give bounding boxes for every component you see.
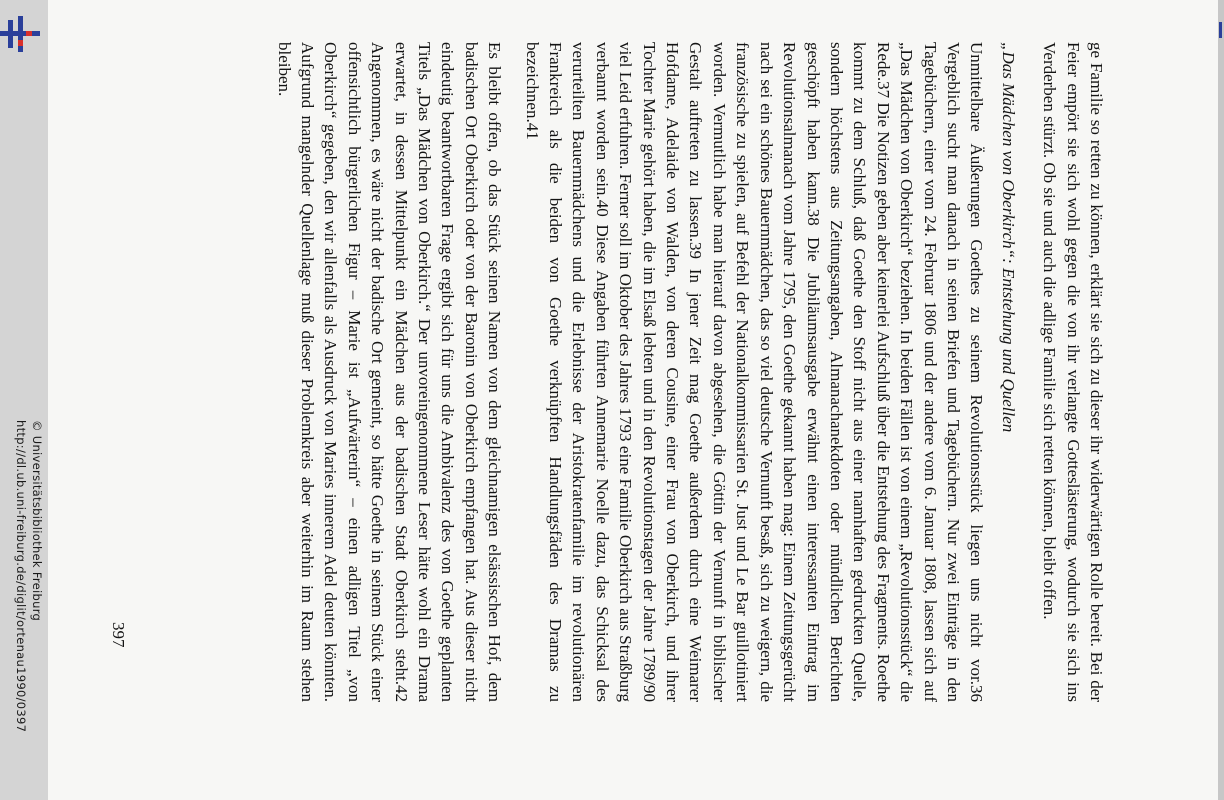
paragraph-sources: Unmittelbare Äußerungen Goethes zu seinem Revolutionsstück liegen uns nicht vor.36 Vergeblich sucht man danach in seinen Briefen und Tagebüchern. Nur zwei Einträge in den Tagebüchern, einer vom 24. Februar 1806 und der andere vom 6. Januar 1808, lassen sich auf „Das Mädchen von Oberkirch“ beziehen. In beiden Fällen ist von einem „Revolutionsstück“ die Rede.37 Die Notizen geben aber keinerlei Aufschluß über die Entstehung des Fragments. Roethe kommt zu dem Schluß, daß Goethe den Stoff nicht aus einer namhaften gedruckten Quelle, sondern höchstens aus Zeitungsangaben, Almanachanekdoten oder mündlichen Berichten geschöpft haben kann.38 Die Jubiläumsausgabe erwähnt einen interessanten Eintrag im Revolutionsalmanach vom Jahre 1795, den Goethe gekannt haben mag: Einem Zeitungsgerücht nach sei ein schönes Bauernmädchen, das so viel deutsche Vernunft besaß, sich zu weigern, die französische zu spielen, auf Befehl der Nationalkommissarien St. Just und Le Bar guillotiniert worden. Vermutlich habe man hierauf davon abgesehen, die Göttin der Vernunft in biblischer Gestalt auftreten zu lassen.39 In jener Zeit mag Goethe außerdem durch eine Weimarer Hofdame, Adelaide von Walden, von deren Cousine, einer Frau von Oberkirch, und ihrer Tochter Marie gehört haben, die im Elsaß lebten und in den Revolutionstagen der Jahre 1789/90 viel Leid erfuhren. Ferner soll im Oktober des Jahres 1793 eine Familie Oberkirch aus Straßburg verbannt worden sein.40 Diese Angaben führten Annemarie Noelle dazu, das Schicksal des verurteilten Bauernmädchens und die Erlebnisse der Aristokratenfamilie im revolutionären Frankreich als die beiden von Goethe verknüpften Handlungsfäden des Dramas zu bezeichnen.41 xyxy=(522,42,987,702)
section-heading: „Das Mädchen von Oberkirch“: Entstehung und Quellen xyxy=(998,42,1018,433)
page-number: 397 xyxy=(109,622,128,648)
edge-marker xyxy=(1219,22,1222,38)
paragraph-conclusion: Es bleibt offen, ob das Stück seinen Namen von dem gleichnamigen elsässischen Hof, dem badischen Ort Oberkirch oder von der Baronin von Oberkirch empfangen hat. Aus dieser nicht eindeutig beantwortbaren Frage ergibt sich für uns die Ambivalenz des von Goethe geplanten Titels „Das Mädchen von Oberkirch.“ Der unvoreingenommene Leser hätte wohl ein Drama erwartet, in dessen Mittelpunkt ein Mädchen aus der badischen Stadt Oberkirch steht.42 Angenommen, es wäre nicht der badische Ort gemeint, so hätte Goethe in seinem Stück einer offensichtlich bürgerlichen Figur – Marie ist „Aufwärterin“ – einen adligen Titel „von Oberkirch“ gegeben, den wir allenfalls als Ausdruck von Maries innerem Adel deuten könnten. Aufgrund mangelnder Quellenlage muß dieser Problemkreis aber weiterhin im Raum stehen bleiben. xyxy=(274,42,505,702)
copyright-notice: © Universitätsbibliothek Freiburg xyxy=(30,420,44,622)
source-url[interactable]: http://dl.ub.uni-freiburg.de/diglit/ortenau1990/0397 xyxy=(14,420,28,733)
page-edge xyxy=(1218,0,1224,800)
paragraph-intro: ge Familie so retten zu können, erklärt sie sich zu dieser ihr widerwärtigen Rolle bereit. Bei der Feier empört sie sich wohl gegen die von ihr verlangte Gotteslästerung, wodurch sie sich ins Verderben stürzt. Ob sie und auch die adlige Familie sich retten können, bleibt offen. xyxy=(1040,42,1106,702)
university-library-logo-icon xyxy=(0,14,40,54)
left-margin-strip xyxy=(0,0,48,800)
page-text-block xyxy=(108,42,1108,702)
